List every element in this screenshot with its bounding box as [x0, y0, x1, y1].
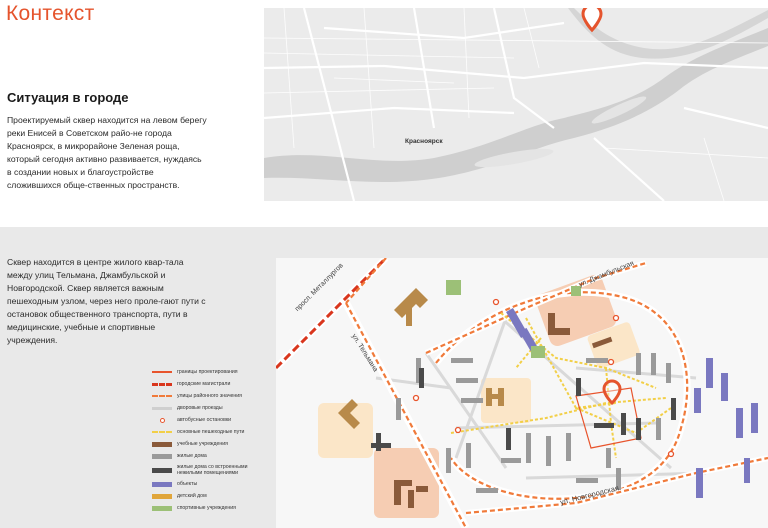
legend-item — [152, 438, 276, 450]
legend-item-label: спортивные учреждения — [177, 505, 236, 511]
street-label: ул. Тельмана — [350, 333, 379, 374]
legend-item-label: улицы районного значения — [177, 393, 242, 399]
legend-item — [152, 390, 276, 402]
legend-item-label: жилые дома — [177, 453, 207, 459]
legend-item-label: учебные учреждения — [177, 441, 228, 447]
legend-item-label: детский дом — [177, 493, 207, 499]
map-legend — [152, 366, 276, 514]
legend-item — [152, 502, 276, 514]
street-label: ул. Новгородская — [559, 483, 620, 507]
legend-item — [152, 366, 276, 378]
legend-item — [152, 478, 276, 490]
local-map-graphic — [276, 258, 768, 528]
street-label: ул. Джамбульская — [578, 260, 636, 289]
legend-item-label: автобусные остановки — [177, 417, 231, 423]
legend-item — [152, 450, 276, 462]
legend-item-label: городские магистрали — [177, 381, 231, 387]
city-map-graphic — [264, 8, 768, 201]
local-map[interactable] — [276, 258, 768, 528]
legend-item — [152, 462, 276, 478]
legend-item-label: объекты — [177, 481, 198, 487]
bus-stop-icon — [160, 418, 165, 423]
legend-item-label: дворовые проезды — [177, 405, 223, 411]
situation-paragraph: Проектируемый сквер находится на левом берегу реки Енисей в Советском райо-не города Красноярск, в микрорайоне Зеленая роща, который сегодня активно развивается, нуждаясь в создании новых и благоустройстве сложившихся обще-ственных пространств. — [7, 115, 207, 190]
city-label: Красноярск — [405, 138, 443, 145]
city-map[interactable] — [264, 8, 768, 201]
legend-item-label: жилые дома со встроенными нежилыми помещениями — [177, 464, 248, 476]
legend-item — [152, 490, 276, 502]
legend-item-label: основные пешеходные пути — [177, 429, 245, 435]
street-label: просп. Металлургов — [294, 262, 345, 313]
legend-item — [152, 402, 276, 414]
legend-item — [152, 378, 276, 390]
legend-item-label: границы проектирования — [177, 369, 238, 375]
legend-item — [152, 426, 276, 438]
legend-item — [152, 414, 276, 426]
section-heading: Ситуация в городе — [7, 90, 129, 105]
local-paragraph: Сквер находится в центре жилого квар-тала между улиц Тельмана, Джамбульской и Новгородской. Сквер является важным пешеходным узлом, через него проле-гают пути с остановок общественного транспорта, пути в медицинские, учебные и спортивные учреждения. — [7, 257, 206, 345]
page-title: Контекст — [6, 2, 95, 25]
